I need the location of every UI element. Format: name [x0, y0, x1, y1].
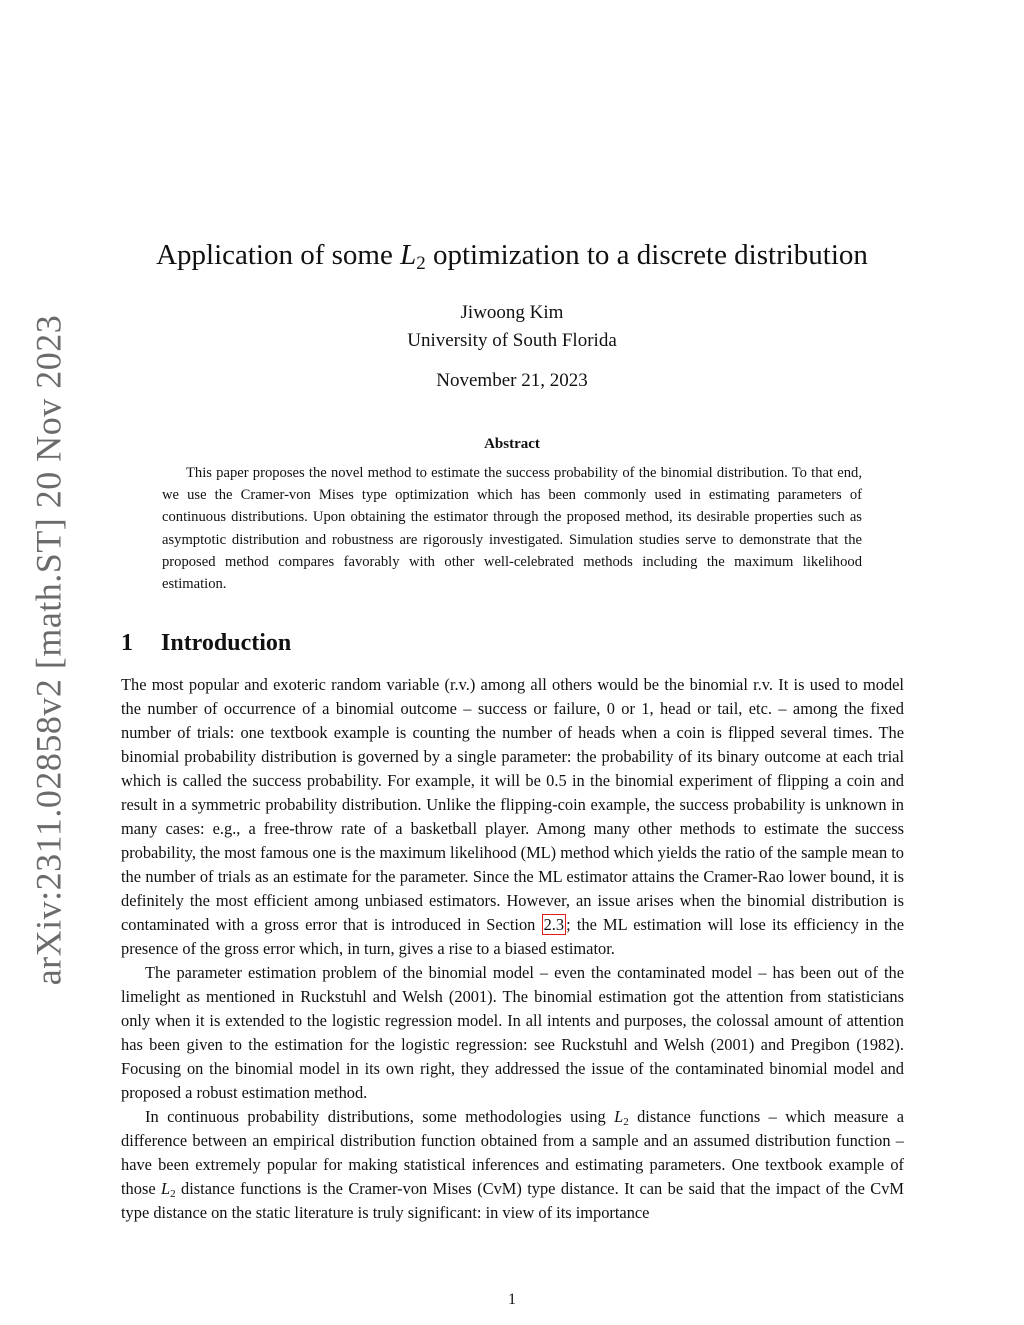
paragraph-3-math-var: L	[614, 1107, 624, 1126]
paragraph-3-part-c: distance functions is the Cramer-von Mises (CvM) type distance. It can be said that the impact of the CvM type distance on the static literature is truly significant: in view of its importance	[121, 1179, 904, 1222]
paragraph-3-math-var-2: L	[161, 1179, 171, 1198]
author-name: Jiwoong Kim	[460, 302, 564, 323]
author-affiliation: University of South Florida	[407, 330, 617, 351]
title-math-var: L	[400, 239, 417, 271]
paragraph-3-part-b: distance functions – which measure a difference between an empirical distribution function obtained from a sample and an assumed distribution function – have been extremely popular for making statistical inferences and estimating parameters. One textbook example of those	[121, 1107, 904, 1198]
paragraph-1-part-a: The most popular and exoteric random variable (r.v.) among all others would be the binomial r.v. It is used to model the number of occurrence of a binomial outcome – success or failure, 0 or 1, head or tail, etc. – among the fixed number of trials: one textbook example is counting the number of heads when a coin is flipped several times. The binomial probability distribution is governed by a single parameter: the probability of its binary outcome at each trial which is called the success probability. For example, it will be 0.5 in the binomial experiment of flipping a coin and result in a symmetric probability distribution. Unlike the flipping-coin example, the success probability is unknown in many cases: e.g., a free-throw rate of a basketball player. Among many other methods to estimate the success probability, the most famous one is the maximum likelihood (ML) method which yields the ratio of the sample mean to the number of trials as an estimate for the parameter. Since the ML estimator attains the Cramer-Rao lower bound, it is definitely the most efficient among unbiased estimators. However, an issue arises when the binomial distribution is contaminated with a gross error that is introduced in Section	[121, 675, 904, 934]
author-block	[0, 299, 1024, 355]
title-math-sub: 2	[416, 253, 426, 274]
section-title: Introduction	[161, 630, 292, 656]
title-prefix: Application of some	[156, 239, 401, 271]
paper-title	[0, 236, 1024, 274]
abstract-heading: Abstract	[484, 436, 540, 452]
title-suffix: optimization to a discrete distribution	[425, 239, 868, 271]
paragraph-1-part-b: ; the ML estimation will lose its efficiency in the presence of the gross error which, in turn, gives a rise to a biased estimator.	[121, 915, 904, 958]
arxiv-id-text: arXiv:2311.02858v2 [math.ST] 20 Nov 2023	[28, 314, 69, 986]
section-heading	[121, 627, 291, 659]
paragraph-3-math-sub: 2	[623, 1116, 629, 1128]
paragraph-3-part-a: In continuous probability distributions, some methodologies using	[145, 1107, 615, 1126]
paragraph-1	[121, 673, 904, 961]
paper-date: November 21, 2023	[436, 370, 588, 391]
abstract-text: This paper proposes the novel method to estimate the success probability of the binomial distribution. To that end, we use the Cramer-von Mises type optimization which has been commonly used in estimating parameters of continuous distributions. Upon obtaining the estimator through the proposed method, its desirable properties such as asymptotic distribution and robustness are rigorously investigated. Simulation studies serve to demonstrate that the proposed method compares favorably with other well-celebrated methods including the maximum likelihood estimation.	[162, 465, 862, 593]
paragraph-3-math-sub-2: 2	[170, 1188, 176, 1200]
section-reference-link[interactable]: 2.3	[543, 915, 565, 934]
arxiv-watermark	[18, 314, 78, 986]
paragraph-2: The parameter estimation problem of the binomial model – even the contaminated model – has been out of the limelight as mentioned in Ruckstuhl and Welsh (2001). The binomial estimation got the attention from statisticians only when it is extended to the logistic regression model. In all intents and purposes, the colossal amount of attention has been given to the estimation for the logistic regression: see Ruckstuhl and Welsh (2001) and Pregibon (1982). Focusing on the binomial model in its own right, they addressed the issue of the contaminated binomial model and proposed a robust estimation method.	[121, 963, 904, 1102]
section-number: 1	[121, 630, 133, 656]
page-number: 1	[508, 1291, 516, 1308]
paragraph-3	[121, 1105, 904, 1225]
body-text	[121, 673, 904, 1225]
